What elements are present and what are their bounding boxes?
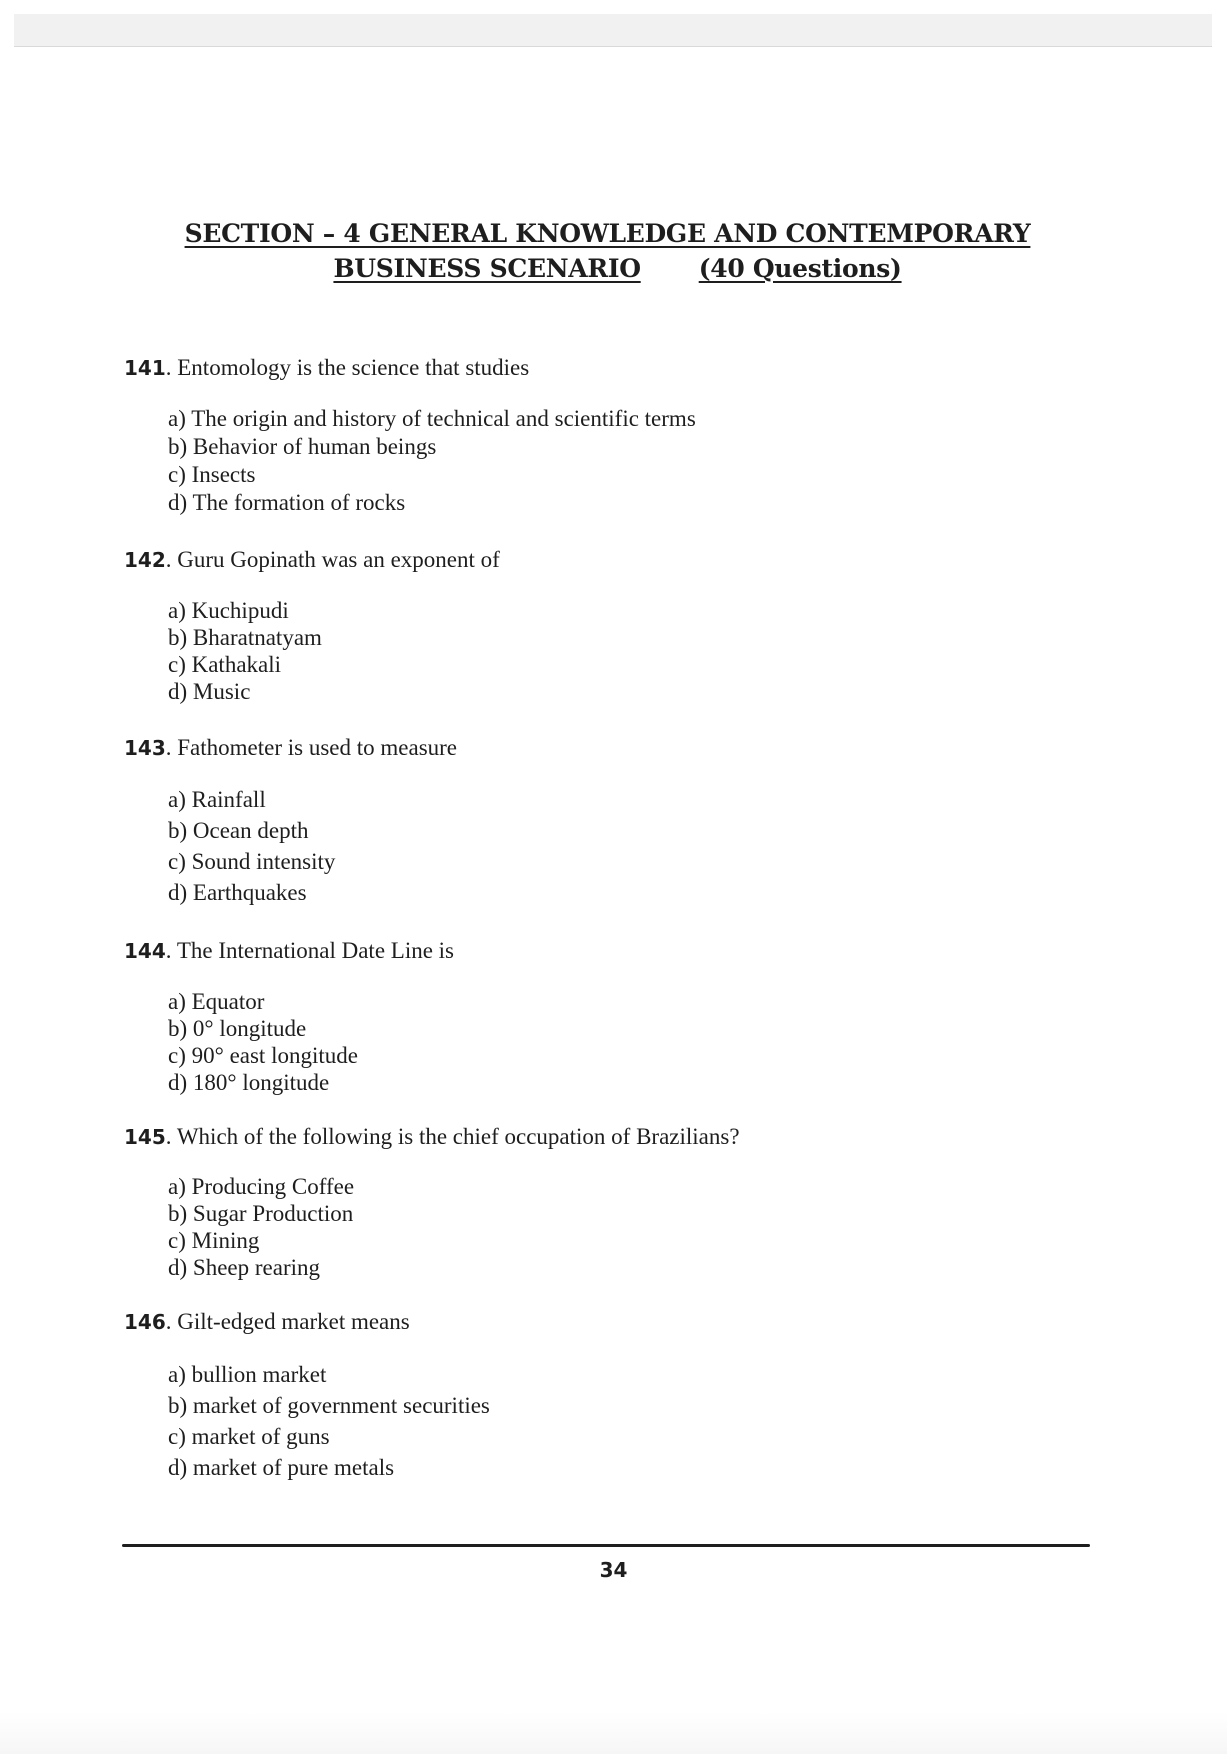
question-head: 142. Guru Gopinath was an exponent of (124, 547, 500, 572)
option-list (124, 1359, 1104, 1483)
option-list (124, 405, 1104, 517)
question-142 (124, 542, 1104, 705)
option-c: c) Insects (168, 462, 256, 487)
question-text: Fathometer is used to measure (177, 735, 458, 760)
footer-divider (122, 1544, 1090, 1547)
question-number: 144 (124, 939, 166, 963)
question-141 (124, 350, 1104, 517)
option-b: b) Ocean depth (168, 818, 309, 843)
question-text: The International Date Line is (176, 938, 455, 963)
page-number: 34 (599, 1558, 628, 1582)
question-text: Entomology is the science that studies (177, 355, 530, 380)
option-c: c) Kathakali (168, 652, 282, 677)
question-head: 145. Which of the following is the chief occupation of Brazilians? (124, 1124, 740, 1149)
question-number: 145 (124, 1125, 166, 1149)
question-head: 141. Entomology is the science that studies (124, 355, 530, 380)
option-list (124, 784, 1104, 908)
option-a: a) Rainfall (168, 787, 266, 812)
option-b: b) Bharatnatyam (168, 625, 322, 650)
option-d: d) Earthquakes (168, 880, 307, 905)
question-146 (124, 1304, 1104, 1483)
option-c: c) market of guns (168, 1424, 330, 1449)
option-d: d) The formation of rocks (168, 490, 406, 515)
question-143 (124, 730, 1104, 908)
option-c: c) Sound intensity (168, 849, 336, 874)
question-number: 142 (124, 548, 166, 572)
section-title-line2-row (130, 251, 1085, 286)
question-number: 146 (124, 1310, 166, 1334)
option-b: b) market of government securities (168, 1393, 490, 1418)
option-a: a) The origin and history of technical and scientific terms (168, 406, 696, 431)
question-145 (124, 1119, 1104, 1281)
option-a: a) Producing Coffee (168, 1174, 355, 1199)
question-list (124, 350, 1104, 1483)
question-number: 141 (124, 356, 166, 380)
scan-edge-top (14, 14, 1212, 47)
section-heading (130, 216, 1085, 286)
option-b: b) Sugar Production (168, 1201, 354, 1226)
option-d: d) 180° longitude (168, 1070, 330, 1095)
question-number: 143 (124, 736, 166, 760)
option-list (124, 988, 1104, 1096)
option-d: d) Music (168, 679, 251, 704)
question-text: Which of the following is the chief occupation of Brazilians? (176, 1124, 740, 1149)
section-title-line1: SECTION – 4 GENERAL KNOWLEDGE AND CONTEMPORARY (184, 219, 1031, 248)
option-d: d) market of pure metals (168, 1455, 395, 1480)
question-head: 143. Fathometer is used to measure (124, 735, 458, 760)
scan-edge-bottom (0, 1712, 1227, 1754)
option-c: c) 90° east longitude (168, 1043, 358, 1068)
question-144 (124, 933, 1104, 1096)
option-d: d) Sheep rearing (168, 1255, 320, 1280)
question-text: Gilt-edged market means (177, 1309, 410, 1334)
option-b: b) 0° longitude (168, 1016, 307, 1041)
question-head: 144. The International Date Line is (124, 938, 455, 963)
option-b: b) Behavior of human beings (168, 434, 437, 459)
section-title-line2: BUSINESS SCENARIO (333, 254, 641, 283)
option-a: a) Kuchipudi (168, 598, 289, 623)
question-head: 146. Gilt-edged market means (124, 1309, 410, 1334)
option-list (124, 1173, 1104, 1281)
option-a: a) Equator (168, 989, 265, 1014)
option-list (124, 597, 1104, 705)
question-text: Guru Gopinath was an exponent of (177, 547, 500, 572)
question-count: (40 Questions) (698, 254, 902, 283)
option-c: c) Mining (168, 1228, 260, 1253)
option-a: a) bullion market (168, 1362, 327, 1387)
